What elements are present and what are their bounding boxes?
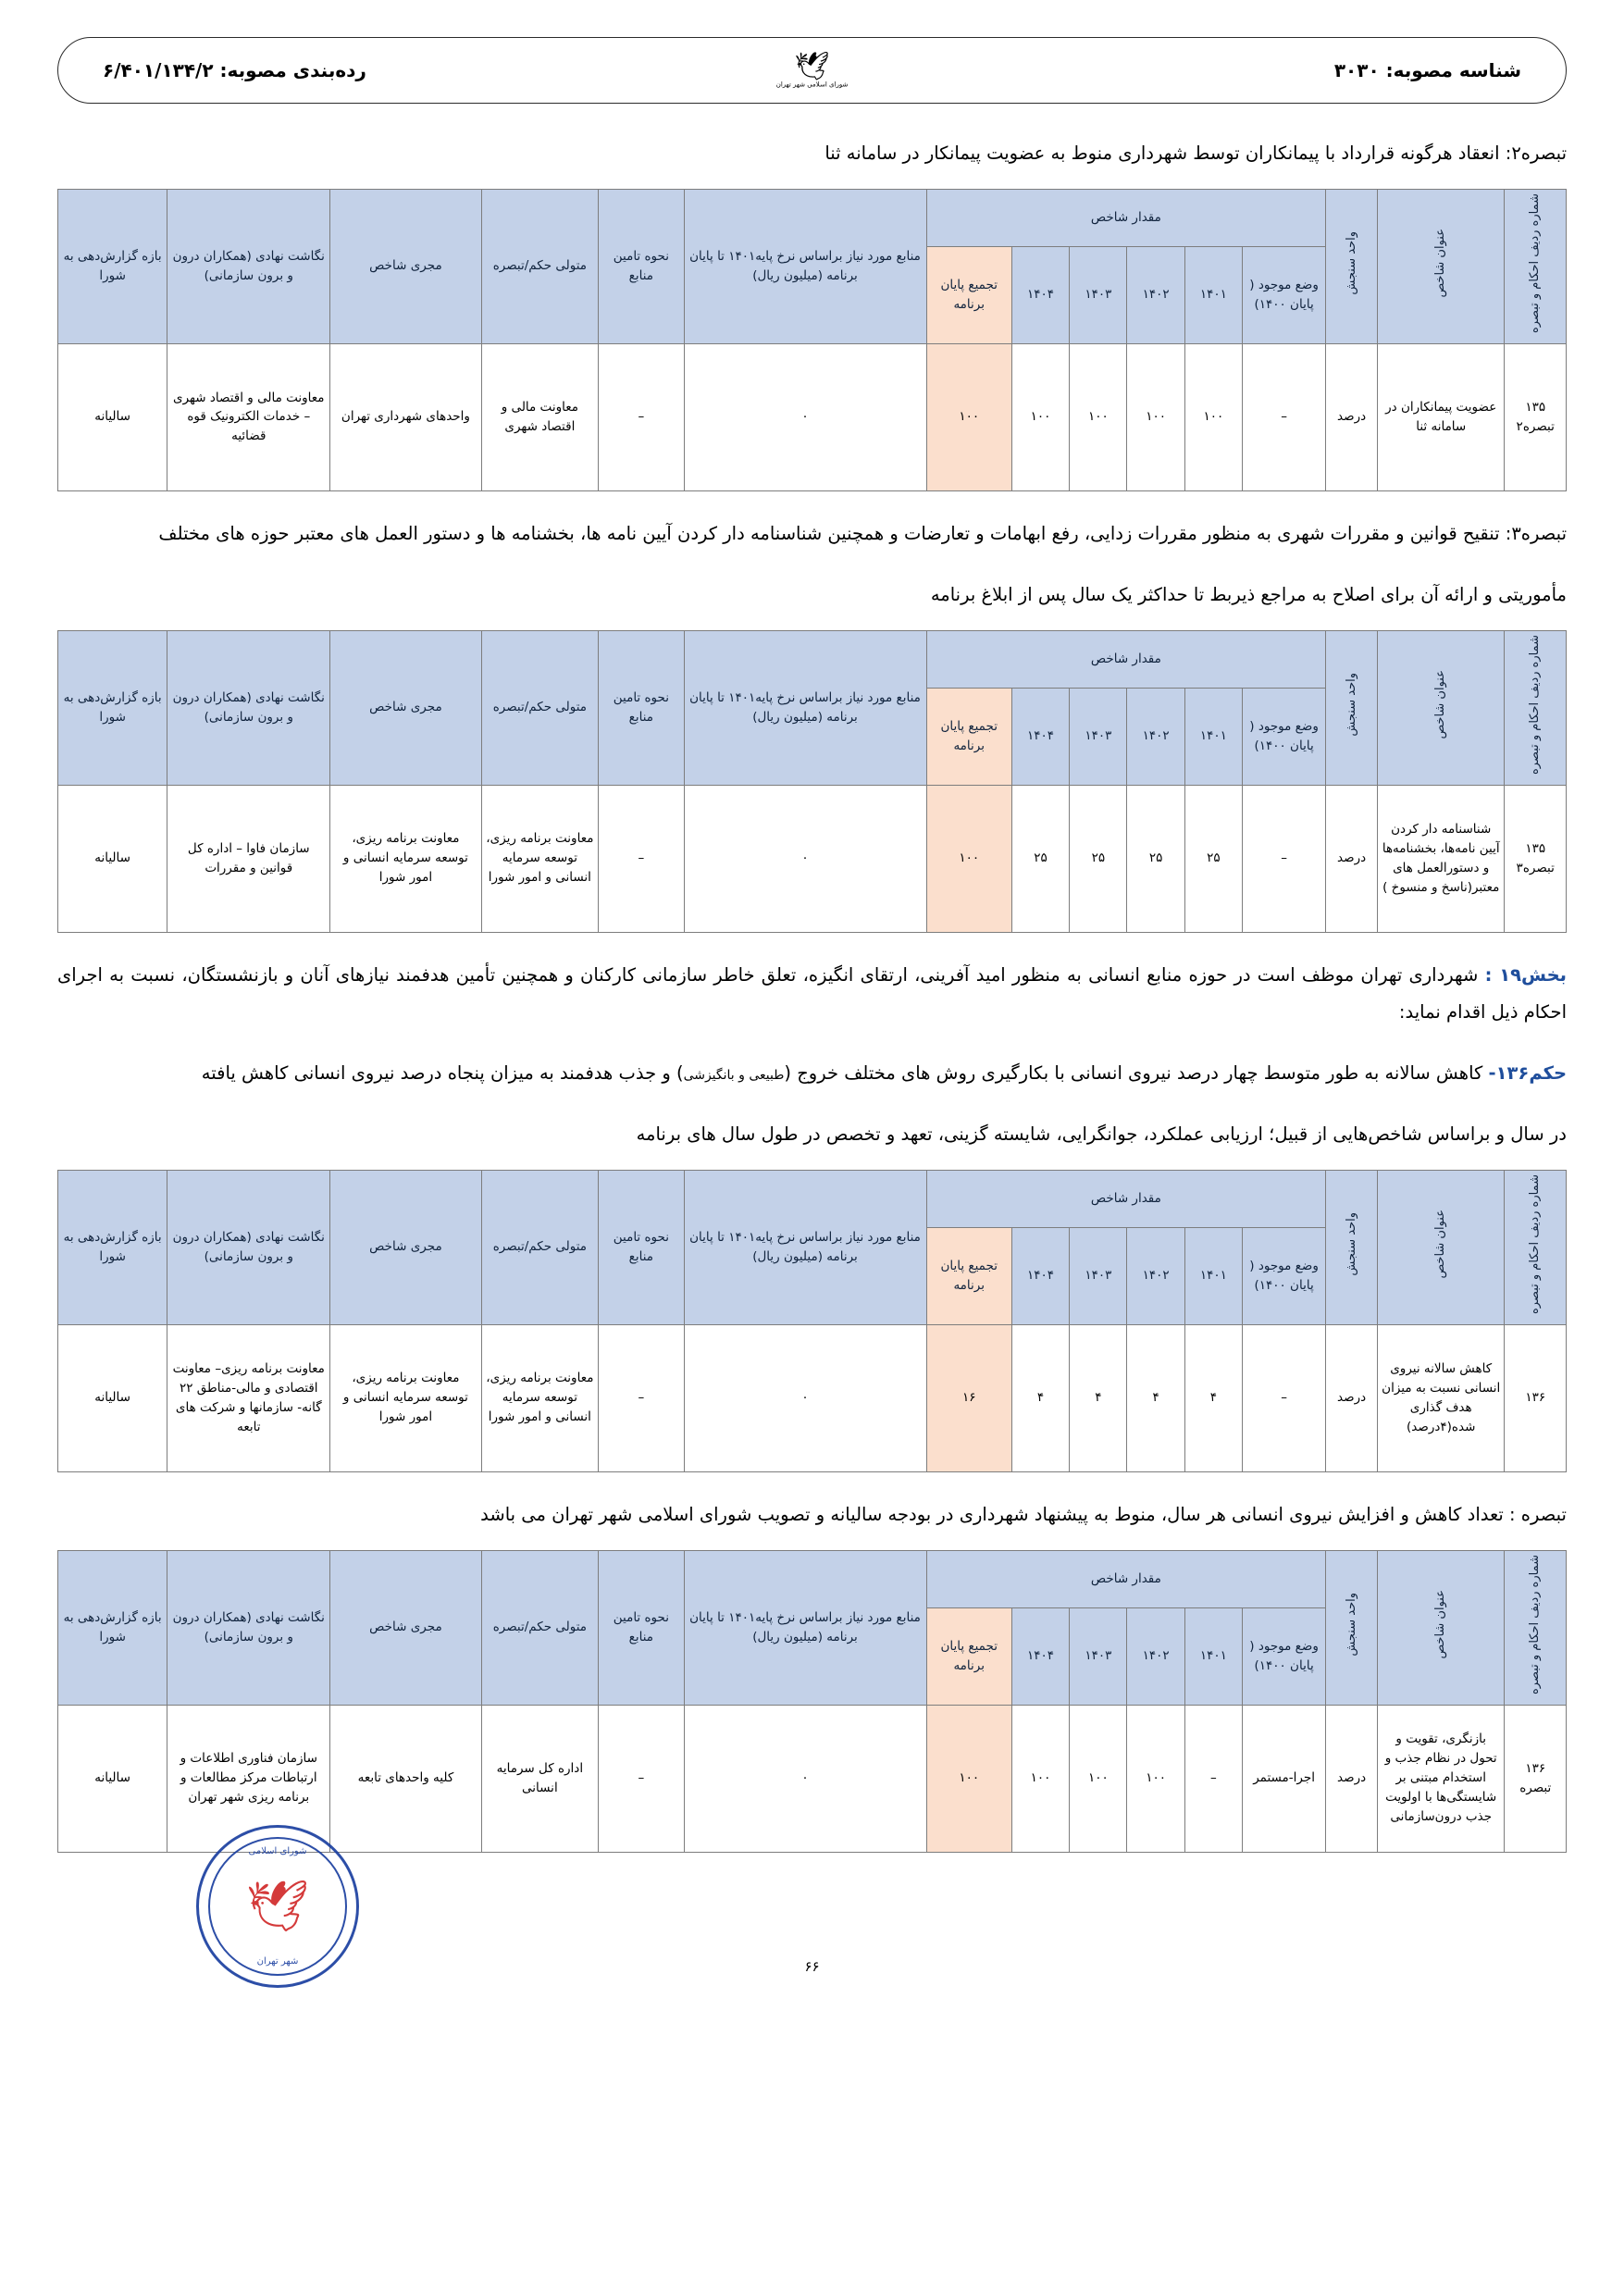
cell-sum-end: ۱۰۰	[926, 785, 1011, 932]
bakhsh-19-text: شهرداری تهران موظف است در حوزه منابع انسانی به منظور امید آفرینی، ارتقای انگیزه، تعلق خاطر سازمانی کارکنان و همچنین تأمین هدفمند نیازهای آنان و بازنشستگان، نسبت به اجرای احکام ذیل اقدام نماید:	[57, 963, 1567, 1023]
th-index-title: عنوان شاخص	[1378, 1550, 1505, 1705]
cell-row-no: ۱۳۵ تبصره۳	[1505, 785, 1567, 932]
cell-how-supply: –	[599, 1324, 684, 1471]
th-report-range: بازه گزارش‌دهی به شورا	[58, 189, 167, 343]
cell-final-target: معاونت مالی و اقتصاد شهری – خدمات الکترونیک قوه قضائیه	[167, 343, 330, 490]
paragraph-tabsare-3-line1: تبصره۳: تنقیح قوانین و مقررات شهری به منظور مقررات زدایی، رفع ابهامات و تعارضات و همچنین شناسنامه دار کردن آیین نامه ها، بخشنامه ها و دستور العمل های معتبر حوزه های مختلف	[158, 522, 1567, 544]
th-amount-group: مقدار شاخص	[926, 1170, 1326, 1227]
cell-sum-end: ۱۶	[926, 1324, 1011, 1471]
th-y1404: ۱۴۰۴	[1011, 1607, 1069, 1705]
hokm-136-text-small: طبیعی و بانگیزشی	[683, 1067, 785, 1083]
cell-resources: ۰	[684, 1705, 926, 1852]
th-y1402: ۱۴۰۲	[1127, 1607, 1184, 1705]
paragraph-hokm-136-cont: در سال و براساس شاخص‌هایی از قبیل؛ ارزیابی عملکرد، جوانگرایی، شایسته گزینی، تعهد و تخصص در طول سال های برنامه	[636, 1123, 1567, 1145]
cell-y1401: ۲۵	[1184, 785, 1242, 932]
cell-y1403: ۴	[1070, 1324, 1127, 1471]
cell-how-supply: –	[599, 1705, 684, 1852]
stamp-inner-ring	[208, 1837, 347, 1976]
th-existing: وضع موجود ( پایان ۱۴۰۰)	[1242, 1227, 1325, 1324]
hokm-136-label: حکم۱۳۶-	[1488, 1061, 1567, 1084]
th-sum-end: تجمیع پایان برنامه	[926, 688, 1011, 785]
cell-y1403: ۲۵	[1070, 785, 1127, 932]
th-how-supply: نحوه تامین منابع	[599, 630, 684, 785]
table-row	[58, 785, 1567, 932]
bakhsh-19-label: بخش۱۹ :	[1484, 963, 1567, 986]
cell-how-supply: –	[599, 785, 684, 932]
th-y1404: ۱۴۰۴	[1011, 688, 1069, 785]
th-rule: متولی حکم/تبصره	[481, 189, 599, 343]
stamp-bird-icon: 🕊	[245, 1876, 310, 1935]
th-sum-end: تجمیع پایان برنامه	[926, 1227, 1011, 1324]
cell-report-range: سالیانه	[58, 1324, 167, 1471]
th-rule: متولی حکم/تبصره	[481, 1550, 599, 1705]
cell-existing: –	[1242, 785, 1325, 932]
th-existing: وضع موجود ( پایان ۱۴۰۰)	[1242, 688, 1325, 785]
cell-resources: ۰	[684, 343, 926, 490]
cell-how-supply: –	[599, 343, 684, 490]
table-hokm-136	[57, 1170, 1567, 1472]
page-number: ۶۶	[804, 1957, 820, 1975]
table-tabsare-3	[57, 630, 1567, 933]
cell-executor: معاونت برنامه ریزی، توسعه سرمایه انسانی و امور شورا	[330, 785, 481, 932]
th-y1403: ۱۴۰۳	[1070, 688, 1127, 785]
cell-y1402: ۱۰۰	[1127, 343, 1184, 490]
th-amount-group: مقدار شاخص	[926, 1550, 1326, 1607]
th-sum-end: تجمیع پایان برنامه	[926, 246, 1011, 343]
th-report-range: بازه گزارش‌دهی به شورا	[58, 1550, 167, 1705]
table-tabsare-2	[57, 189, 1567, 491]
stamp-top-text: شورای اسلامی	[248, 1845, 307, 1856]
th-executor: مجری شاخص	[330, 630, 481, 785]
table-row	[58, 1324, 1567, 1471]
table-tabsare-136	[57, 1550, 1567, 1853]
th-y1402: ۱۴۰۲	[1127, 246, 1184, 343]
cell-sum-end: ۱۰۰	[926, 1705, 1011, 1852]
cell-y1404: ۱۰۰	[1011, 343, 1069, 490]
th-y1401: ۱۴۰۱	[1184, 246, 1242, 343]
cell-executor: معاونت برنامه ریزی، توسعه سرمایه انسانی و امور شورا	[330, 1324, 481, 1471]
table-row	[58, 343, 1567, 490]
th-how-supply: نحوه تامین منابع	[599, 189, 684, 343]
official-stamp	[196, 1825, 359, 1988]
header-classification: رده‌بندی مصوبه: ۶/۴۰۱/۱۳۴/۲	[103, 59, 366, 81]
section-heading-bakhsh-19	[57, 957, 1567, 1031]
th-how-supply: نحوه تامین منابع	[599, 1170, 684, 1324]
cell-index-title: کاهش سالانه نیروی انسانی نسبت به میزان هدف گذاری شده(۴درصد)	[1378, 1324, 1505, 1471]
th-y1403: ۱۴۰۳	[1070, 246, 1127, 343]
th-y1403: ۱۴۰۳	[1070, 1227, 1127, 1324]
th-index-title: عنوان شاخص	[1378, 630, 1505, 785]
th-unit: واحد سنجش	[1326, 189, 1378, 343]
th-report-range: بازه گزارش‌دهی به شورا	[58, 630, 167, 785]
th-y1401: ۱۴۰۱	[1184, 688, 1242, 785]
cell-resources: ۰	[684, 1324, 926, 1471]
th-final-target: نگاشت نهادی (همکاران درون و برون سازمانی)	[167, 630, 330, 785]
paragraph-tabsare-3-line2: مأموریتی و ارائه آن برای اصلاح به مراجع ذیربط تا حداکثر یک سال پس از ابلاغ برنامه	[930, 583, 1567, 605]
th-existing: وضع موجود ( پایان ۱۴۰۰)	[1242, 246, 1325, 343]
hokm-136-text-2: ) و جذب هدفمند به میزان پنجاه درصد نیروی انسانی کاهش یافته	[201, 1061, 684, 1084]
cell-index-title: بازنگری، تقویت و تحول در نظام جذب و استخدام مبتنی بر شایستگی‌ها با اولویت جذب درون‌سازمانی	[1378, 1705, 1505, 1852]
header-logo	[776, 52, 849, 90]
header-bar	[57, 37, 1567, 104]
paragraph-tabsare-2: تبصره۲: انعقاد هرگونه قرارداد با پیمانکاران توسط شهرداری منوط به عضویت پیمانکار در سامانه ثنا	[824, 143, 1567, 164]
cell-y1403: ۱۰۰	[1070, 343, 1127, 490]
cell-y1402: ۱۰۰	[1127, 1705, 1184, 1852]
cell-y1404: ۱۰۰	[1011, 1705, 1069, 1852]
cell-unit: درصد	[1326, 343, 1378, 490]
th-row-no: شماره ردیف احکام و تبصره	[1505, 630, 1567, 785]
th-row-no: شماره ردیف احکام و تبصره	[1505, 1550, 1567, 1705]
cell-existing: –	[1242, 1324, 1325, 1471]
th-existing: وضع موجود ( پایان ۱۴۰۰)	[1242, 1607, 1325, 1705]
page-footer	[57, 1845, 1567, 2025]
th-y1404: ۱۴۰۴	[1011, 246, 1069, 343]
stamp-bottom-text: شهر تهران	[256, 1955, 299, 1967]
th-amount-group: مقدار شاخص	[926, 630, 1326, 688]
cell-rule: معاونت برنامه ریزی، توسعه سرمایه انسانی و امور شورا	[481, 1324, 599, 1471]
cell-existing: اجرا-مستمر	[1242, 1705, 1325, 1852]
cell-existing: –	[1242, 343, 1325, 490]
th-how-supply: نحوه تامین منابع	[599, 1550, 684, 1705]
cell-index-title: عضویت پیمانکاران در سامانه ثنا	[1378, 343, 1505, 490]
cell-report-range: سالیانه	[58, 343, 167, 490]
cell-unit: درصد	[1326, 1324, 1378, 1471]
th-executor: مجری شاخص	[330, 189, 481, 343]
th-resources: منابع مورد نیاز براساس نرخ پایه۱۴۰۱ تا پایان برنامه (میلیون ریال)	[684, 630, 926, 785]
th-y1403: ۱۴۰۳	[1070, 1607, 1127, 1705]
cell-sum-end: ۱۰۰	[926, 343, 1011, 490]
th-row-no: شماره ردیف احکام و تبصره	[1505, 189, 1567, 343]
cell-resources: ۰	[684, 785, 926, 932]
cell-final-target: سازمان فناوری اطلاعات و ارتباطات مرکز مطالعات و برنامه ریزی شهر تهران	[167, 1705, 330, 1852]
cell-final-target: معاونت برنامه ریزی– معاونت اقتصادی و مالی-مناطق ۲۲ گانه- سازمانها و شرکت های تابعه	[167, 1324, 330, 1471]
th-row-no: شماره ردیف احکام و تبصره	[1505, 1170, 1567, 1324]
th-rule: متولی حکم/تبصره	[481, 630, 599, 785]
cell-y1401: ۱۰۰	[1184, 343, 1242, 490]
th-y1402: ۱۴۰۲	[1127, 688, 1184, 785]
header-logo-caption: شورای اسلامی شهر تهران	[775, 81, 849, 89]
th-index-title: عنوان شاخص	[1378, 1170, 1505, 1324]
th-final-target: نگاشت نهادی (همکاران درون و برون سازمانی)	[167, 189, 330, 343]
th-sum-end: تجمیع پایان برنامه	[926, 1607, 1011, 1705]
th-resources: منابع مورد نیاز براساس نرخ پایه۱۴۰۱ تا پایان برنامه (میلیون ریال)	[684, 1170, 926, 1324]
th-y1404: ۱۴۰۴	[1011, 1227, 1069, 1324]
cell-y1404: ۲۵	[1011, 785, 1069, 932]
th-unit: واحد سنجش	[1326, 630, 1378, 785]
cell-y1402: ۴	[1127, 1324, 1184, 1471]
cell-rule: اداره کل سرمایه انسانی	[481, 1705, 599, 1852]
cell-row-no: ۱۳۶ تبصره	[1505, 1705, 1567, 1852]
th-report-range: بازه گزارش‌دهی به شورا	[58, 1170, 167, 1324]
header-approval-id: شناسه مصوبه: ۳۰۳۰	[1333, 59, 1521, 81]
th-rule: متولی حکم/تبصره	[481, 1170, 599, 1324]
cell-y1401: –	[1184, 1705, 1242, 1852]
cell-unit: درصد	[1326, 1705, 1378, 1852]
cell-executor: کلیه واحدهای تابعه	[330, 1705, 481, 1852]
cell-index-title: شناسنامه دار کردن آیین نامه‌ها، بخشنامه‌ها و دستورالعمل های معتبر(ناسخ و منسوخ )	[1378, 785, 1505, 932]
th-final-target: نگاشت نهادی (همکاران درون و برون سازمانی)	[167, 1170, 330, 1324]
cell-row-no: ۱۳۵ تبصره۲	[1505, 343, 1567, 490]
th-y1401: ۱۴۰۱	[1184, 1607, 1242, 1705]
th-resources: منابع مورد نیاز براساس نرخ پایه۱۴۰۱ تا پایان برنامه (میلیون ریال)	[684, 189, 926, 343]
cell-y1402: ۲۵	[1127, 785, 1184, 932]
cell-unit: درصد	[1326, 785, 1378, 932]
th-executor: مجری شاخص	[330, 1550, 481, 1705]
th-resources: منابع مورد نیاز براساس نرخ پایه۱۴۰۱ تا پایان برنامه (میلیون ریال)	[684, 1550, 926, 1705]
th-final-target: نگاشت نهادی (همکاران درون و برون سازمانی)	[167, 1550, 330, 1705]
paragraph-tabsare-136: تبصره : تعداد کاهش و افزایش نیروی انسانی هر سال، منوط به پیشنهاد شهرداری در بودجه سالیانه و تصویب شورای اسلامی شهر تهران می باشد	[480, 1503, 1567, 1525]
th-y1401: ۱۴۰۱	[1184, 1227, 1242, 1324]
cell-y1403: ۱۰۰	[1070, 1705, 1127, 1852]
th-y1402: ۱۴۰۲	[1127, 1227, 1184, 1324]
paragraph-hokm-136	[57, 1055, 1567, 1092]
cell-final-target: سازمان فاوا – اداره کل قوانین و مقررات	[167, 785, 330, 932]
cell-y1401: ۴	[1184, 1324, 1242, 1471]
cell-row-no: ۱۳۶	[1505, 1324, 1567, 1471]
cell-y1404: ۴	[1011, 1324, 1069, 1471]
hokm-136-text-1: کاهش سالانه به طور متوسط چهار درصد نیروی انسانی با بکارگیری روش های مختلف خروج (	[784, 1061, 1489, 1084]
th-unit: واحد سنجش	[1326, 1550, 1378, 1705]
th-amount-group: مقدار شاخص	[926, 189, 1326, 246]
dove-icon: 🕊	[794, 50, 830, 83]
page-header	[57, 0, 1567, 111]
th-unit: واحد سنجش	[1326, 1170, 1378, 1324]
cell-rule: معاونت برنامه ریزی، توسعه سرمایه انسانی و امور شورا	[481, 785, 599, 932]
cell-executor: واحدهای شهرداری تهران	[330, 343, 481, 490]
th-executor: مجری شاخص	[330, 1170, 481, 1324]
cell-report-range: سالیانه	[58, 1705, 167, 1852]
cell-report-range: سالیانه	[58, 785, 167, 932]
cell-rule: معاونت مالی و اقتصاد شهری	[481, 343, 599, 490]
th-index-title: عنوان شاخص	[1378, 189, 1505, 343]
